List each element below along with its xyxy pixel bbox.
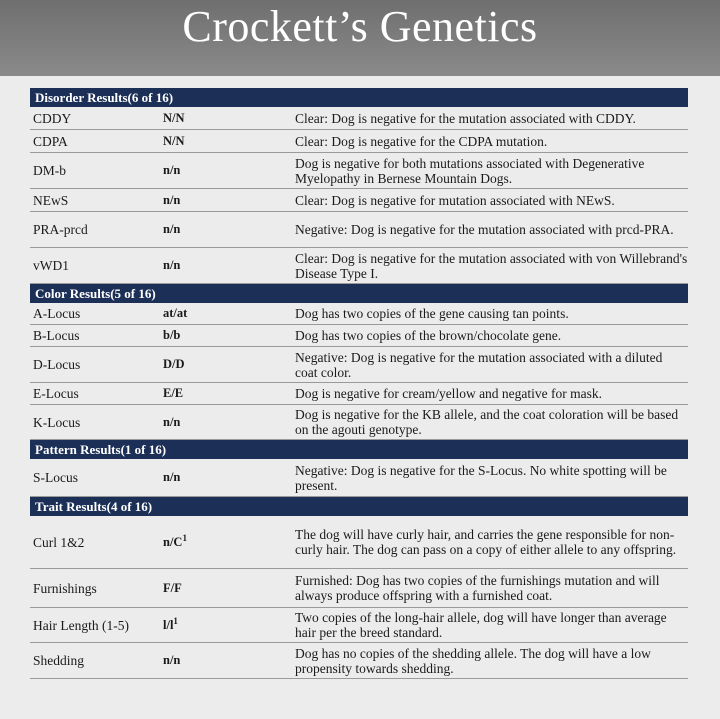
test-result: n/n xyxy=(163,192,181,207)
table-row xyxy=(30,130,688,153)
test-result: n/n xyxy=(163,163,181,177)
table-row xyxy=(30,608,688,643)
table-row xyxy=(30,459,688,497)
table-row xyxy=(30,303,688,325)
test-description: Dog has two copies of the gene causing tan points. xyxy=(295,306,569,321)
test-result-cell xyxy=(163,615,293,633)
test-description: Clear: Dog is negative for the mutation associated with von Willebrand's Disease Type I. xyxy=(295,250,688,281)
test-name: S-Locus xyxy=(33,470,78,485)
test-result: N/N xyxy=(163,110,185,125)
table-row xyxy=(30,569,688,608)
test-description: Furnished: Dog has two copies of the furnishings mutation and will always produce offspring with a furnished coat. xyxy=(295,573,660,603)
test-description: Clear: Dog is negative for mutation associated with NEwS. xyxy=(295,192,615,208)
test-name: CDDY xyxy=(33,110,72,126)
section-heading-disorder: Disorder Results(6 of 16) xyxy=(30,88,688,107)
test-name: CDPA xyxy=(33,133,68,149)
test-name: vWD1 xyxy=(33,258,69,273)
test-result: n/n xyxy=(163,653,181,667)
table-row xyxy=(30,347,688,383)
test-description: Dog is negative for the KB allele, and the coat coloration will be based on the agouti genotype. xyxy=(295,407,679,437)
table-row xyxy=(30,189,688,212)
test-result-cell xyxy=(163,532,293,550)
page-title: Crockett’s Genetics xyxy=(182,1,538,51)
test-result: l/l xyxy=(163,617,174,632)
test-description: Clear: Dog is negative for the CDPA mutation. xyxy=(295,133,548,149)
table-row xyxy=(30,212,688,248)
test-result: b/b xyxy=(163,328,181,342)
test-name: A-Locus xyxy=(33,306,81,321)
test-name: B-Locus xyxy=(33,328,80,343)
test-description: Dog has two copies of the brown/chocolate gene. xyxy=(295,328,562,343)
section-heading-color: Color Results(5 of 16) xyxy=(30,284,688,303)
test-description: Negative: Dog is negative for the mutation associated with prcd-PRA. xyxy=(295,222,674,237)
test-name: PRA-prcd xyxy=(33,222,88,237)
test-name: Curl 1&2 xyxy=(33,534,85,550)
table-row xyxy=(30,516,688,569)
test-result: N/N xyxy=(163,133,185,148)
section-heading-pattern: Pattern Results(1 of 16) xyxy=(30,440,688,459)
test-result: at/at xyxy=(163,306,188,320)
test-result: n/n xyxy=(163,414,181,429)
table-row xyxy=(30,383,688,405)
result-superscript: 1 xyxy=(182,532,187,543)
test-name: Shedding xyxy=(33,653,85,668)
table-row xyxy=(30,405,688,440)
test-result: D/D xyxy=(163,357,185,371)
result-superscript: 1 xyxy=(173,615,178,626)
table-row xyxy=(30,107,688,130)
test-description: Two copies of the long-hair allele, dog will have longer than average hair per the breed standard. xyxy=(295,610,667,640)
test-description: The dog will have curly hair, and carries the gene responsible for non-curly hair. The dog can pass on a copy of either allele to any offspring. xyxy=(295,527,677,557)
test-result: E/E xyxy=(163,386,184,400)
table-row xyxy=(30,325,688,347)
table-row xyxy=(30,248,688,284)
test-description: Dog is negative for both mutations associated with Degenerative Myelopathy in Bernese Mountain Dogs. xyxy=(295,155,645,186)
test-result: n/n xyxy=(163,470,181,484)
test-description: Clear: Dog is negative for the mutation associated with CDDY. xyxy=(295,110,636,126)
test-name: Furnishings xyxy=(33,580,97,596)
table-row xyxy=(30,643,688,679)
test-result: n/C xyxy=(163,534,183,549)
test-description: Negative: Dog is negative for the S-Locus. No white spotting will be present. xyxy=(295,462,667,493)
test-description: Dog is negative for cream/yellow and negative for mask. xyxy=(295,386,603,401)
table-row xyxy=(30,153,688,189)
test-name: NEwS xyxy=(33,192,69,208)
test-result: n/n xyxy=(163,222,181,236)
test-result: F/F xyxy=(163,580,182,595)
test-name: K-Locus xyxy=(33,414,81,430)
test-name: D-Locus xyxy=(33,357,81,372)
section-heading-trait: Trait Results(4 of 16) xyxy=(30,497,688,516)
test-result: n/n xyxy=(163,258,181,272)
test-description: Dog has no copies of the shedding allele. The dog will have a low propensity towards shedding. xyxy=(295,645,651,676)
test-name: DM-b xyxy=(33,163,66,178)
header-banner xyxy=(0,0,720,76)
test-name: Hair Length (1-5) xyxy=(33,617,129,633)
results-table xyxy=(30,88,688,679)
test-name: E-Locus xyxy=(33,386,79,401)
test-description: Negative: Dog is negative for the mutation associated with a diluted coat color. xyxy=(295,349,663,380)
